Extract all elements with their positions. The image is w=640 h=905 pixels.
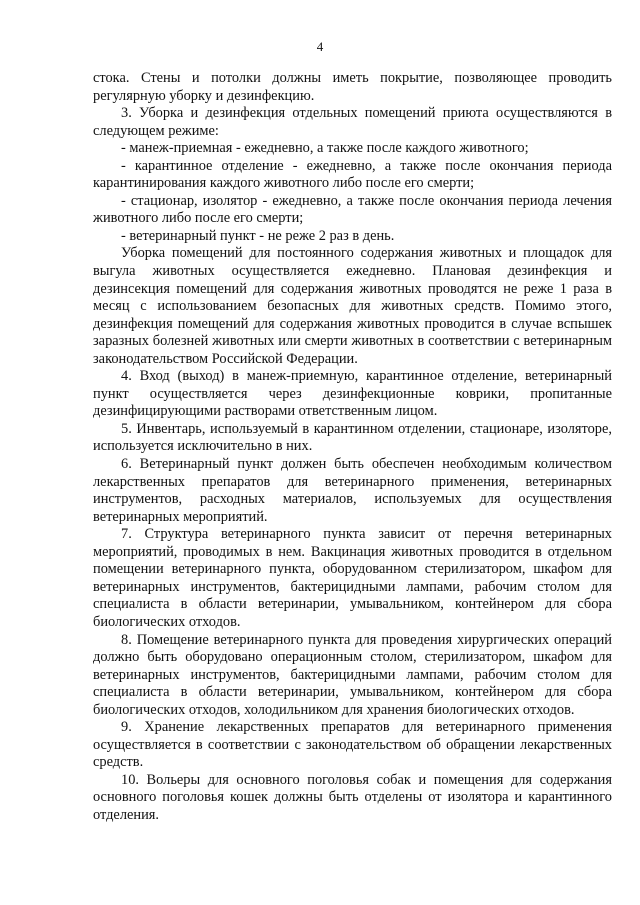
paragraph-continuation: стока. Стены и потолки должны иметь покрытие, позволяющее проводить регулярную уборку и дезинфекцию. <box>93 70 612 104</box>
paragraph-5: 5. Инвентарь, используемый в карантинном отделении, стационаре, изоляторе, используется исключительно в них. <box>93 420 612 455</box>
paragraph-7: 7. Структура ветеринарного пункта зависит от перечня ветеринарных мероприятий, проводимых в нем. Вакцинация животных проводится в отдельном помещении ветеринарного пункта, оборудованном стерилизатором, шкафом для ветеринарных инструментов, бактерицидными лампами, рабочим столом для специалиста в области ветеринарии, умывальником, контейнером для сбора биологических отходов. <box>93 526 612 630</box>
paragraph-cleaning: Уборка помещений для постоянного содержания животных и площадок для выгула животных осуществляется ежедневно. Плановая дезинфекция и дезинсекция помещений для содержания животных проводятся не реже 1 раза в месяц с использованием безопасных для животных средств. Помимо этого, дезинфекция помещений для содержания животных проводится в случае вспышек заразных болезней животных или смерти животных в соответствии с ветеринарным законодательством Российской Федерации. <box>93 245 612 367</box>
list-item-vet-point: - ветеринарный пункт - не реже 2 раз в день. <box>121 227 395 244</box>
list-item-hospital: - стационар, изолятор - ежедневно, а также после окончания периода лечения животного либо после его смерти; <box>93 192 612 227</box>
paragraph-8: 8. Помещение ветеринарного пункта для проведения хирургических операций должно быть оборудовано операционным столом, стерилизатором, шкафом для ветеринарных инструментов, бактерицидными лампами, рабочим столом для специалиста в области ветеринарии, умывальником, контейнером для сбора биологических отходов, холодильником для хранения биологических отходов. <box>93 631 612 718</box>
page-number: 4 <box>316 39 324 54</box>
list-item-quarantine: - карантинное отделение - ежедневно, а также после окончания периода карантинирования каждого животного либо после его смерти; <box>93 157 612 192</box>
paragraph-9: 9. Хранение лекарственных препаратов для ветеринарного применения осуществляется в соответствии с законодательством об обращении лекарственных средств. <box>93 719 612 771</box>
list-item-manege: - манеж-приемная - ежедневно, а также после каждого животного; <box>121 140 529 157</box>
document-body <box>93 70 612 825</box>
paragraph-10: 10. Вольеры для основного поголовья собак и помещения для содержания основного поголовья кошек должны быть отделены от изолятора и карантинного отделения. <box>93 771 612 823</box>
paragraph-6: 6. Ветеринарный пункт должен быть обеспечен необходимым количеством лекарственных препаратов для ветеринарного применения, ветеринарных инструментов, расходных материалов, используемых для осуществления ветеринарных мероприятий. <box>93 456 612 525</box>
paragraph-3: 3. Уборка и дезинфекция отдельных помещений приюта осуществляются в следующем режиме: <box>93 105 612 139</box>
paragraph-4: 4. Вход (выход) в манеж-приемную, карантинное отделение, ветеринарный пункт осуществляется через дезинфекционные коврики, пропитанные дезинфицирующими растворами ответственным лицом. <box>93 368 612 420</box>
